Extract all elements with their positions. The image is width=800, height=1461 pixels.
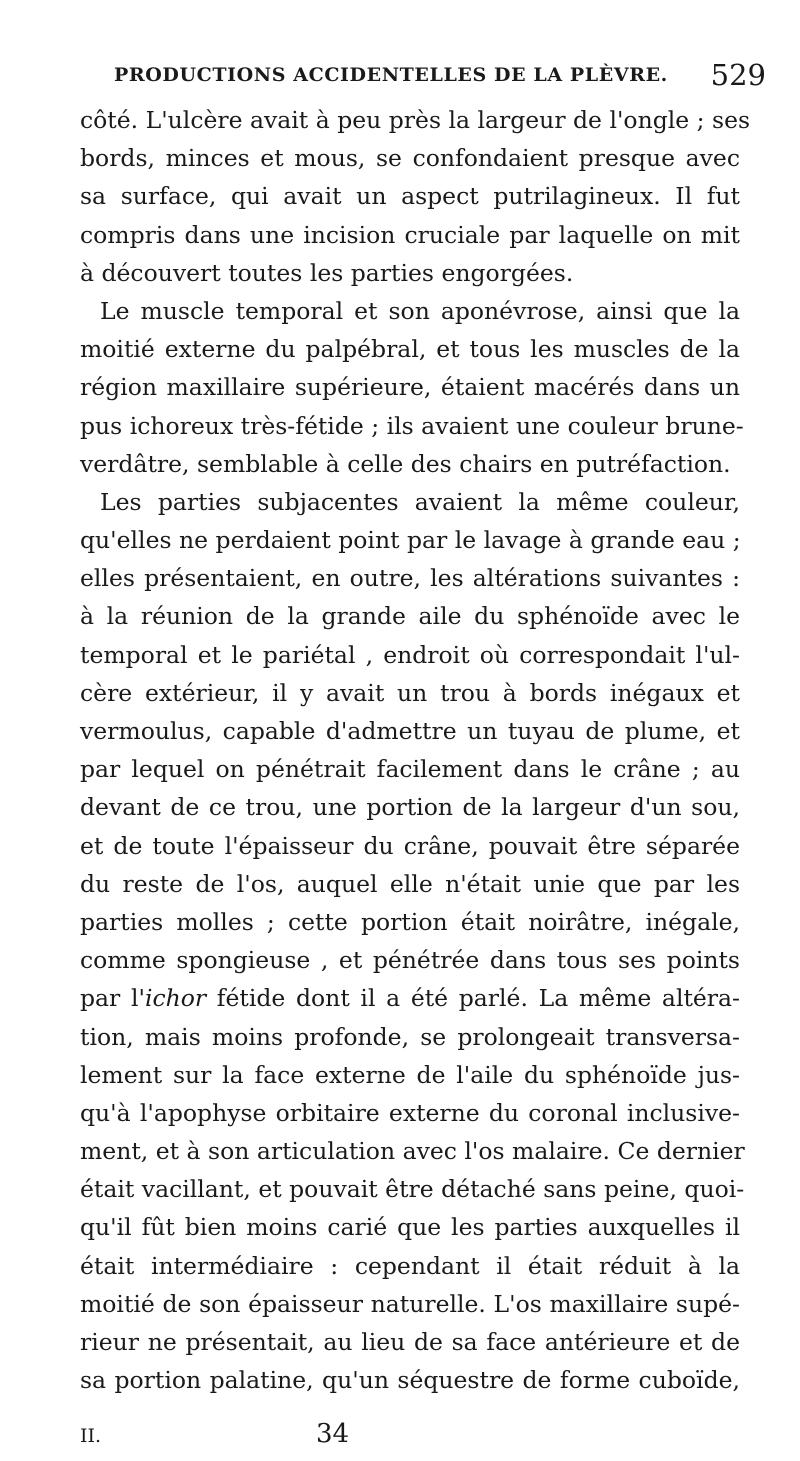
text-line: elles présentaient, en outre, les altérations suivantes : (80, 564, 740, 593)
text-line: tion, mais moins profonde, se prolongeait transversa- (80, 1022, 740, 1051)
text-line: devant de ce trou, une portion de la largeur d'un sou, (80, 793, 740, 822)
text-line: cère extérieur, il y avait un trou à bords inégaux et (80, 678, 740, 707)
text-line: et de toute l'épaisseur du crâne, pouvait être séparée (80, 831, 740, 860)
text-line: par l'ichor fétide dont il a été parlé. La même altéra- (80, 984, 740, 1013)
page-number: 529 (710, 58, 766, 92)
text-line: rieur ne présentait, au lieu de sa face antérieure et de (80, 1328, 740, 1356)
text-line: bords, minces et mous, se confondaient presque avec (80, 144, 740, 173)
text-line: par lequel on pénétrait facilement dans le crâne ; au (80, 755, 740, 784)
text-line: région maxillaire supérieure, étaient macérés dans un (80, 373, 740, 402)
text-line: pus ichoreux très-fétide ; ils avaient une couleur brune- (80, 411, 744, 440)
page-header (80, 58, 766, 98)
italic-term: ichor (144, 984, 207, 1013)
text-line: verdâtre, semblable à celle des chairs en putréfaction. (80, 449, 731, 478)
text-line: était vacillant, et pouvait être détaché sans peine, quoi- (80, 1175, 745, 1204)
text-line: était intermédiaire : cependant il était réduit à la (80, 1251, 740, 1280)
paragraph-first-line: Les parties subjacentes avaient la même couleur, (100, 487, 740, 516)
text-line: moitié de son épaisseur naturelle. L'os maxillaire supé- (80, 1289, 740, 1318)
text-line: sa portion palatine, qu'un séquestre de forme cuboïde, (80, 1366, 740, 1395)
text-line: sa surface, qui avait un aspect putrilagineux. Il fut (80, 182, 740, 211)
signature-number: 34 (316, 1419, 350, 1449)
text-line: temporal et le pariétal , endroit où correspondait l'ul- (80, 640, 740, 669)
text-line: comme spongieuse , et pénétrée dans tous ses points (80, 946, 740, 975)
text-line: du reste de l'os, auquel elle n'était unie que par les (80, 869, 740, 898)
page-footer (80, 1419, 740, 1453)
text-line: ment, et à son articulation avec l'os malaire. Ce dernier (80, 1137, 745, 1166)
text-line: qu'à l'apophyse orbitaire externe du coronal inclusive- (80, 1098, 740, 1127)
text-line: compris dans une incision cruciale par laquelle on mit (80, 220, 740, 249)
text-line: lement sur la face externe de l'aile du sphénoïde jus- (80, 1060, 740, 1089)
paragraph-first-line: Le muscle temporal et son aponévrose, ainsi que la (100, 296, 740, 325)
text-line: vermoulus, capable d'admettre un tuyau de plume, et (80, 717, 740, 745)
text-line: moitié externe du palpébral, et tous les muscles de la (80, 335, 740, 364)
text-line: à la réunion de la grande aile du sphénoïde avec le (80, 602, 740, 631)
text-line: qu'elles ne perdaient point par le lavage à grande eau ; (80, 526, 741, 555)
text-line: qu'il fût bien moins carié que les parties auxquelles il (80, 1213, 740, 1242)
text-line: parties molles ; cette portion était noirâtre, inégale, (80, 907, 740, 936)
text-line: à découvert toutes les parties engorgées. (80, 258, 574, 287)
running-title: PRODUCTIONS ACCIDENTELLES DE LA PLÈVRE. (114, 64, 668, 86)
body-text (80, 101, 751, 1399)
text-line: côté. L'ulcère avait à peu près la largeur de l'ongle ; ses (80, 106, 751, 134)
volume-signature: II. (80, 1425, 102, 1447)
